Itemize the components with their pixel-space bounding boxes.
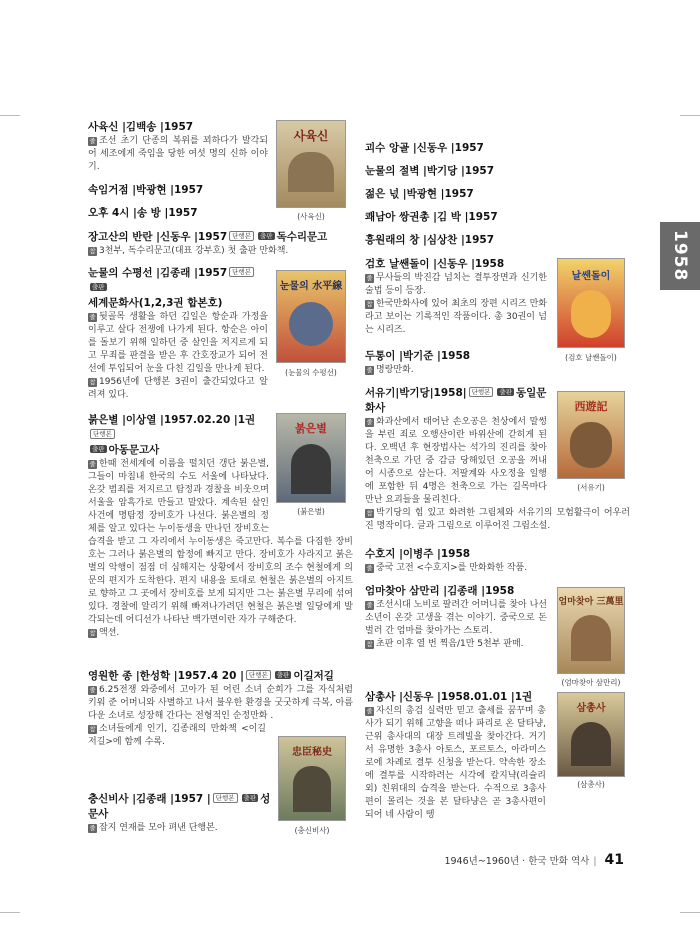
caption-nunmul: (눈물의 수평선) <box>285 368 337 377</box>
caption-seoyugi: (서유기) <box>577 483 605 492</box>
cover-saryuksin: 사육신 <box>276 120 346 208</box>
cover-nalssaendori: 날쌘돌이 <box>557 258 625 348</box>
entry-nunmul-suepyeongseon: 눈물의 수평선 |김종래 |1957 단행본출판 세계문화사(1,2,3권 합본호) 줄 뒷골목 생활을 하던 김일은 항순과 가정을 이루고 살다 전쟁에 나가게 된다. 항순은 아이를 돌보기 위해 일하던 중 살인을 저지르게 되고 무죄를 판결을 받은 후 간호장교가 되어 전선에 투입되어 눈을 다친 김일을 만나게 된다. 참 1956년에 단행본 3권이 출간되었다고 알려져 있다. <box>88 267 268 400</box>
cover-seoyugi: 西遊記 <box>557 391 625 479</box>
entry-seoyugi: 서유기|박기당|1958| 단행본 출판 동일문화사 줄 화과산에서 태어난 손오공은 천상에서 말썽을 부린 죄로 오행산이란 바위산에 갇히게 된다. 오백년 후 현장법사는 석가의 진리를 찾아 천축으로 가던 중 감금 당해있던 오공을 꺼내어 시종으로 삼는다. 저팔계와 사오정을 일행에 포함한 뒤 4명은 천축으로 가는 길목마다 만난 요괴들을 물리친다. 참 박기당의 힘 있고 화려한 그림체와 서유기의 모험활극이 어우러진 명작이다. 글과 그림으로 이루어진 그림소설. <box>365 387 630 531</box>
entry-eommachaja: 엄마찾아 삼만리 |김종래 |1958 줄 조선시대 노비로 팔려간 어머니를 찾아 나선 소년이 온갖 고생을 겪는 이야기. 중국으로 돈 벌러 간 엄마를 찾아가는 스토리. 참 초판 이후 열 번 찍음/1만 5천부 판매. <box>365 585 547 649</box>
caption-bulgeunbyeol: (붉은별) <box>297 507 325 516</box>
crop-mark <box>0 912 20 913</box>
entry-geomho-nalssaendori: 검호 날쌘돌이 |신동우 |1958 줄 무사들의 박진감 넘치는 결투장면과 신기한 술법 등이 등장. 참 한국만화사에 있어 최초의 장편 시리즈 만화라고 보이는 기록적인 작품이다. 총 30권이 넘는 시리즈. <box>365 258 547 335</box>
cover-chungsinbisa: 忠臣秘史 <box>278 736 346 821</box>
crop-mark <box>0 115 20 116</box>
entry-saryuksin <box>88 120 268 174</box>
entry-suhoji: 수호지 |이병주 |1958 줄 중국 고전 <수호지>를 만화화한 작품. <box>365 548 528 573</box>
list-1957: 괴수 앙골 |신동우 |1957 눈물의 절벽 |박기당 |1957 젊은 넋 |박광현 |1957 쾌남아 쌍권총 |김 박 |1957 흥원래의 창 |심상찬 |1957 <box>365 142 498 246</box>
year-tab: 1958 <box>660 222 700 290</box>
caption-saryuksin: (사육신) <box>297 212 325 221</box>
entry-title: 사육신 |김백송 |1957 <box>88 121 194 133</box>
caption-nalssaendori: (검호 날쌘돌이) <box>565 353 617 362</box>
entry-ohu: 오후 4시 |송 방 |1957 <box>88 207 198 219</box>
entry-janggosan: 장고산의 반란 |신동우 |1957 단행본 출판 독수리문고 참 3천부, 독수리문고(대표 강부호) 첫 출판 만화책. <box>88 231 328 256</box>
entry-samchongsa: 삼총사 |신동우 |1958.01.01 |1권 줄 자신의 총검 실력만 믿고 출세를 꿈꾸며 총사가 되기 위해 고향을 떠나 파리로 온 달타냥, 근위 총사대의 대장 트레빌을 찾아간다. 거기서 유명한 3총사 아토스, 포르토스, 아라미스로에 차례로 결투 신청을 받는다. 약속한 장소에 결투를 시작하려는 시각에 칼지냑(리슐리외) 친위대의 습격을 받는다. 수적으로 3총사편이 몰리는 것을 본 달타냥은 곧 3총사편이 되어 네 사람이 뗑 <box>365 690 630 822</box>
page-footer: 1946년~1960년 · 한국 만화 역사 | 41 <box>444 852 624 868</box>
entry-chungsinbisa: 충신비사 |김종래 |1957 | 단행본 출판 성문사 줄 잡지 연재를 모아 펴낸 단행본. <box>88 793 271 833</box>
caption-chungsinbisa: (충신비사) <box>294 826 330 835</box>
entry-body: 줄 조선 초기 단종의 복위를 꾀하다가 발각되어 세조에게 죽임을 당한 여섯 명의 신하 이야기. <box>88 136 268 172</box>
entry-dutongi: 두통이 |박기준 |1958 줄 명랑만화. <box>365 350 471 375</box>
cover-samchongsa: 삼총사 <box>557 692 625 777</box>
crop-mark <box>680 912 700 913</box>
cover-nunmul: 눈물의 水平線 <box>276 270 346 363</box>
crop-mark <box>680 115 700 116</box>
entry-bulgeunbyeol: 붉은별 |이상열 |1957.02.20 |1권단행본 출판 아동문고사 줄 한때 전세계에 이름을 떨치던 갱단 붉은별, 그들이 마침내 한국의 수도 서울에 나타났다. 온갖 범죄를 저지르고 탐정과 경찰을 비웃으며 서울을 암흑가로 만들고 말았다. 계속된 살인 사건에 명탐정 장비호가 나선다. 붉은별의 정체를 알고 있다는 누이동생을 만나던 장비호는 습격을 받고 그 자리에서 누이동생은 죽고만다. 복수를 다짐한 장비호는 그러나 붉은별의 함정에 빠지고 만다. 장비호가 사라지고 붉은별의 악행이 점점 더 심해지는 상황에서 장비호의 조수 현철에게 의문의 편지가 도착한다. 편지 내용을 토대로 현철은 붉은별의 아지트로 향하고 그 곳에서 장비호를 보게 되지만 그는 붉은별 무리에 섞여있다. 경찰에 알리기 위해 빠져나가려던 현철은 붉은별 일당에게 발각되는데 어디선가 나타난 백가면이란 자가 구해준다. 참 액션. <box>88 414 353 638</box>
cover-bulgeunbyeol: 붉은별 <box>276 413 346 503</box>
page-number: 41 <box>604 852 624 868</box>
entry-sokimgeojeom: 속임거점 |박광현 |1957 <box>88 184 204 196</box>
caption-eommachaja: (엄마찾아 삼만리) <box>561 678 621 687</box>
cover-eommachaja: 엄마찾아 三萬里 <box>557 587 625 674</box>
entry-yeongwonhan-jong: 영원한 종 |한성학 |1957.4 20 | 단행본 출판 이길저길 줄 6.25전쟁 와중에서 고아가 된 어린 소녀 순희가 그를 자식처럼 키워 준 어머니와 사별하고 나서 불우한 환경을 굿굿하게 극복, 아름다운 소녀로 성장해 간다는 전형적인 순정만화 . 참 소녀들에게 인기, 김종래의 만화책 <이길 저길>에 함께 수록. <box>88 670 353 747</box>
caption-samchongsa: (삼총사) <box>577 780 605 789</box>
